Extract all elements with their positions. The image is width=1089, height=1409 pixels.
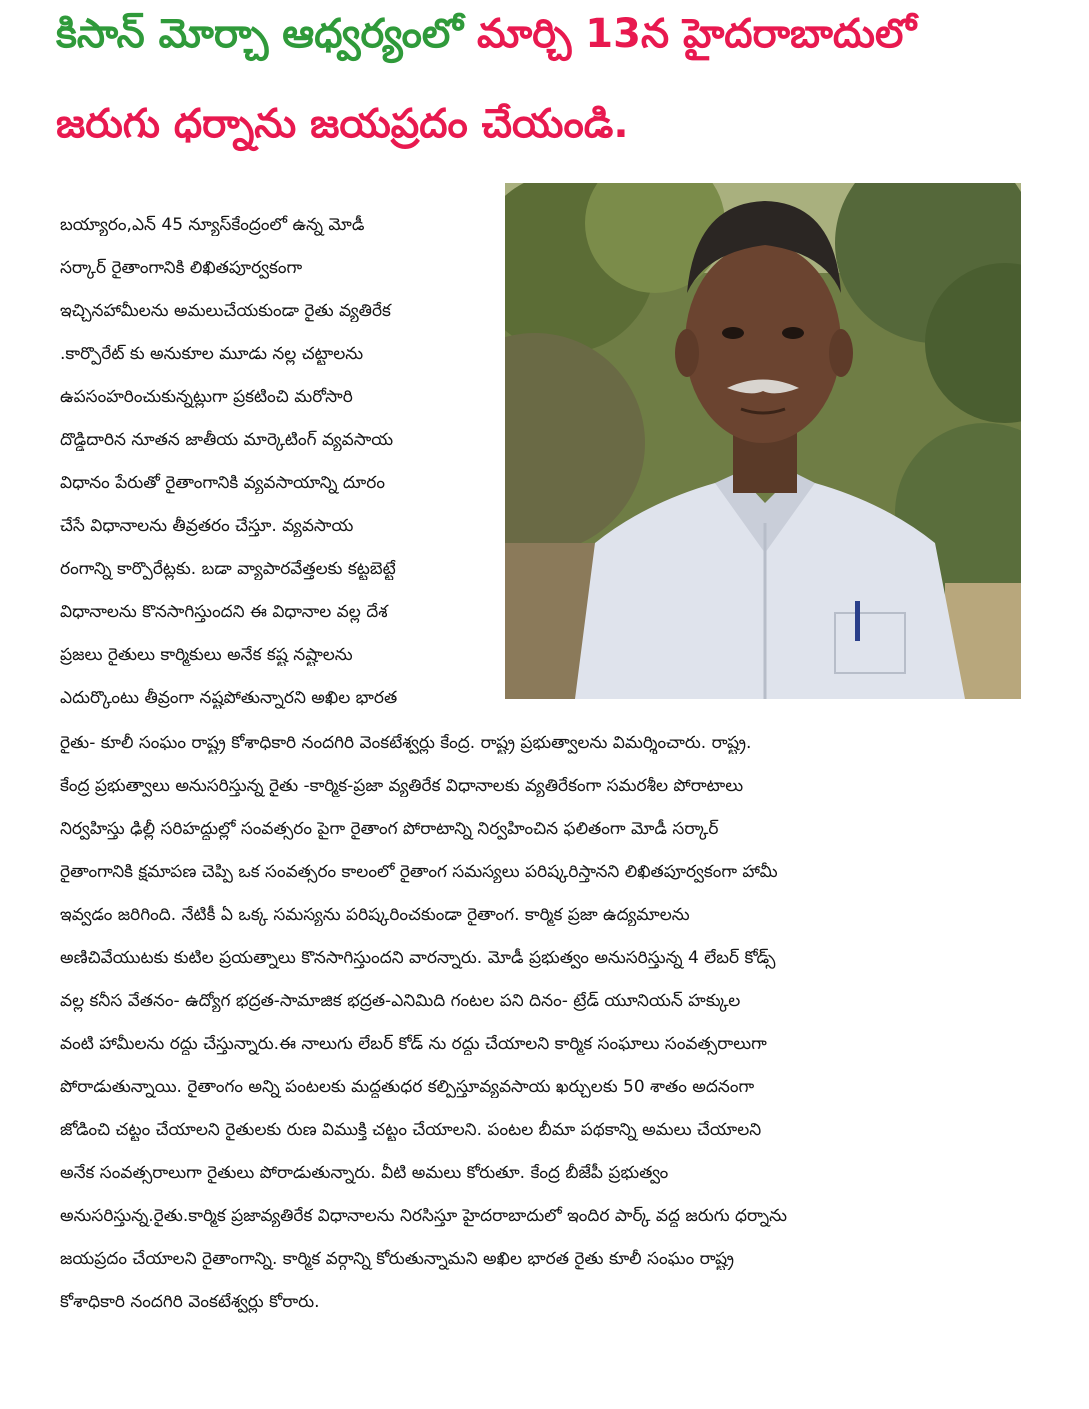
headline-line-1 [56,10,1046,58]
paragraph-line-7: విధానం పేరుతో రైతాంగానికి వ్యవసాయాన్ని దూరం [60,473,385,493]
paragraph-line-14: కేంద్ర ప్రభుత్వాలు అనుసరిస్తున్న రైతు -కార్మిక-ప్రజా వ్యతిరేక విధానాలకు వ్యతిరేకంగా సమరశీల పోరాటాలు [60,776,744,796]
paragraph-line-11: ప్రజలు రైతులు కార్మికులు అనేక కష్ట నష్టాలను [60,645,353,665]
paragraph-line-26: కోశాధికారి నందగిరి వెంకటేశ్వర్లు కోరారు. [60,1292,320,1312]
paragraph-line-21: పోరాడుతున్నాయి. రైతాంగం అన్ని పంటలకు మద్దతుధర కల్పిస్తూవ్యవసాయ ఖర్చులకు 50 శాతం అదనంగా [60,1077,755,1097]
paragraph-line-16: రైతాంగానికి క్షమాపణ చెప్పి ఒక సంవత్సరం కాలంలో రైతాంగ సమస్యలు పరిష్కరిస్తానని లిఖితపూర్వకంగా హామీ [60,862,778,882]
portrait-photo-illustration [505,183,1021,699]
paragraph-line-25: జయప్రదం చేయాలని రైతాంగాన్ని. కార్మిక వర్గాన్ని కోరుతున్నామని అఖిల భారత రైతు కూలీ సంఘం రాష్ట్ర [60,1249,735,1269]
paragraph-line-5: ఉపసంహరించుకున్నట్లుగా ప్రకటించి మరోసారి [60,387,353,407]
paragraph-line-4: .కార్పొరేట్ కు అనుకూల మూడు నల్ల చట్టాలను [60,344,364,364]
paragraph-line-17: ఇవ్వడం జరిగింది. నేటికీ ఏ ఒక్క సమస్యను పరిష్కరించకుండా రైతాంగ. కార్మిక ప్రజా ఉద్యమాలను [60,905,690,925]
paragraph-line-23: అనేక సంవత్సరాలుగా రైతులు పోరాడుతున్నారు. వీటి అమలు కోరుతూ. కేంద్ర బీజేపీ ప్రభుత్వం [60,1163,669,1183]
paragraph-line-15: నిర్వహిస్తు ఢిల్లీ సరిహద్దుల్లో సంవత్సరం పైగా రైతాంగ పోరాటాన్ని నిర్వహించిన ఫలితంగా మోడీ సర్కార్ [60,819,719,839]
paragraph-line-22: జోడించి చట్టం చేయాలని రైతులకు రుణ విముక్తి చట్టం చేయాలని. పంటల బీమా పథకాన్ని అమలు చేయాలని [60,1120,762,1140]
paragraph-line-12: ఎదుర్కొంటు తీవ్రంగా నష్టపోతున్నారని అఖిల భారత [60,688,398,708]
headline-green-part: కిసాన్ మోర్చా ఆధ్వర్యంలో [56,11,478,57]
paragraph-line-18: అణిచివేయుటకు కుటిల ప్రయత్నాలు కొనసాగిస్తుందని వారన్నారు. మోడీ ప్రభుత్వం అనుసరిస్తున్న 4 లేబర్ కోడ్స్ [60,948,776,968]
paragraph-line-24: అనుసరిస్తున్న.రైతు.కార్మిక ప్రజావ్యతిరేక విధానాలను నిరసిస్తూ హైదరాబాదులో ఇందిర పార్క్ వద్ద జరుగు ధర్నాను [60,1206,787,1226]
paragraph-line-10: విధానాలను కొనసాగిస్తుందని ఈ విధానాల వల్ల దేశ [60,602,388,622]
paragraph-line-6: దొడ్డిదారిన నూతన జాతీయ మార్కెటింగ్ వ్యవసాయ [60,430,394,450]
paragraph-line-9: రంగాన్ని కార్పొరేట్లకు. బడా వ్యాపారవేత్తలకు కట్టబెట్టే [60,559,396,579]
portrait-photo [505,183,1021,699]
paragraph-line-20: వంటి హామీలను రద్దు చేస్తున్నారు.ఈ నాలుగు లేబర్ కోడ్ ను రద్దు చేయాలని కార్మిక సంఘాలు సంవత్సరాలుగా [60,1034,767,1054]
paragraph-line-19: వల్ల కనీస వేతనం- ఉద్యోగ భద్రత-సామాజిక భద్రత-ఎనిమిది గంటల పని దినం- ట్రేడ్ యూనియన్ హక్కుల [60,991,741,1011]
paragraph-line-2: సర్కార్ రైతాంగానికి లిఖితపూర్వకంగా [60,258,303,278]
headline-red-part: మార్చి 13న హైదరాబాదులో [477,11,917,57]
paragraph-line-3: ఇచ్చినహామీలను అమలుచేయకుండా రైతు వ్యతిరేక [60,301,391,321]
paragraph-line-8: చేసే విధానాలను తీవ్రతరం చేస్తూ. వ్యవసాయ [60,516,354,536]
headline-line-2: జరుగు ధర్నాను జయప్రదం చేయండి. [56,101,629,147]
paragraph-line-1: బయ్యారం,ఎన్ 45 న్యూస్‌కేంద్రంలో ఉన్న మోడీ [60,215,365,235]
paragraph-line-13: రైతు- కూలీ సంఘం రాష్ట్ర కోశాధికారి నందగిరి వెంకటేశ్వర్లు కేంద్ర. రాష్ట్ర ప్రభుత్వాలను విమర్శించారు. రాష్ట్ర. [60,733,752,753]
